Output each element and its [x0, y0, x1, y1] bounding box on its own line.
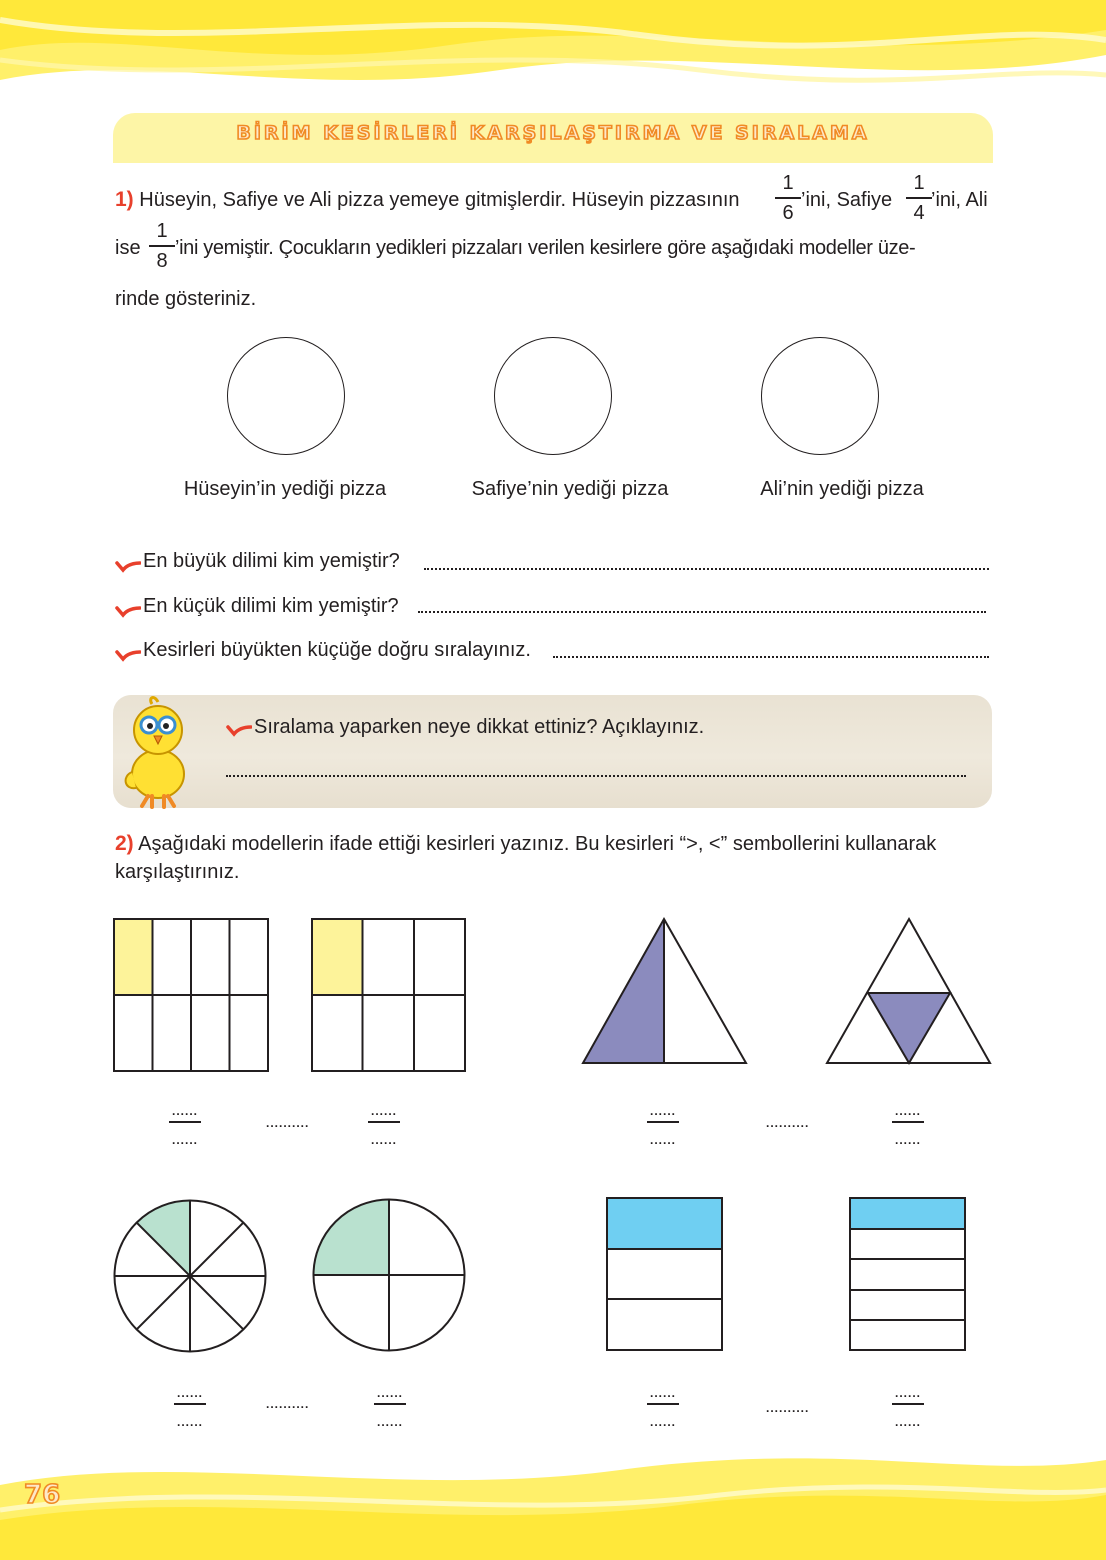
- answer-numerator[interactable]: ......: [176, 1386, 203, 1400]
- answer-numerator[interactable]: ......: [894, 1104, 921, 1118]
- answer-fraction[interactable]: [888, 1104, 928, 1147]
- reflection-answer-line[interactable]: [226, 775, 966, 777]
- answer-denominator[interactable]: ......: [370, 1132, 397, 1147]
- question-biggest-slice: En büyük dilimi kim yemiştir?: [143, 550, 400, 572]
- question-smallest-slice: En küçük dilimi kim yemiştir?: [143, 595, 399, 617]
- model-triangle-halves: [580, 916, 750, 1066]
- label-huseyin: Hüseyin’in yediği pizza: [183, 478, 387, 500]
- q1-line1: [115, 188, 740, 212]
- answer-line-order[interactable]: [553, 656, 989, 658]
- answer-line-smallest[interactable]: [418, 611, 986, 613]
- page-number: 76: [24, 1480, 61, 1510]
- compare-blank[interactable]: ..........: [266, 1116, 310, 1130]
- fraction-1-4: [904, 172, 934, 224]
- answer-numerator[interactable]: ......: [376, 1386, 403, 1400]
- answer-denominator[interactable]: ......: [649, 1132, 676, 1147]
- q2-number: 2): [115, 832, 134, 855]
- fraction-denominator: 8: [156, 249, 168, 272]
- reflection-question: Sıralama yaparken neye dikkat ettiniz? Açıklayınız.: [254, 716, 705, 738]
- q1-line3: rinde gösteriniz.: [115, 288, 257, 310]
- q1-line1-a: Hüseyin, Safiye ve Ali pizza yemeye gitmişlerdir. Hüseyin pizzasının: [139, 189, 740, 211]
- check-icon: [226, 721, 252, 737]
- q1-line2-a: ise: [115, 237, 141, 259]
- answer-fraction[interactable]: [643, 1386, 683, 1429]
- model-bar-fifths: [849, 1197, 967, 1352]
- label-ali: Ali’nin yediği pizza: [760, 478, 924, 500]
- question-order-fractions: Kesirleri büyükten küçüğe doğru sıralayınız.: [143, 639, 531, 661]
- fraction-denominator: 6: [782, 201, 794, 224]
- answer-fraction[interactable]: [364, 1104, 404, 1147]
- compare-blank[interactable]: ..........: [266, 1397, 310, 1411]
- answer-fraction[interactable]: [643, 1104, 683, 1147]
- fraction-numerator: 1: [782, 172, 794, 194]
- answer-fraction[interactable]: [888, 1386, 928, 1429]
- model-circle-quarters: [311, 1197, 467, 1353]
- check-icon: [115, 602, 141, 618]
- compare-blank[interactable]: ..........: [766, 1116, 810, 1130]
- compare-blank[interactable]: ..........: [766, 1401, 810, 1415]
- fraction-numerator: 1: [156, 220, 168, 242]
- q1-line1-b: ’ini, Safiye: [801, 189, 893, 211]
- check-icon: [115, 646, 141, 662]
- top-wave-decoration: [0, 0, 1106, 110]
- answer-numerator[interactable]: ......: [171, 1104, 198, 1118]
- fraction-1-6: [773, 172, 803, 224]
- q1-number: 1): [115, 188, 134, 211]
- model-bar-thirds: [606, 1197, 724, 1352]
- model-triangle-quarters: [824, 916, 994, 1066]
- answer-denominator[interactable]: ......: [176, 1414, 203, 1429]
- answer-numerator[interactable]: ......: [649, 1386, 676, 1400]
- label-safiye: Safiye’nin yediği pizza: [471, 478, 669, 500]
- q1-line1-c: ’ini, Ali: [931, 189, 988, 211]
- answer-denominator[interactable]: ......: [649, 1414, 676, 1429]
- answer-fraction[interactable]: [165, 1104, 205, 1147]
- chick-mascot-icon: [118, 694, 200, 810]
- answer-numerator[interactable]: ......: [370, 1104, 397, 1118]
- fraction-numerator: 1: [913, 172, 925, 194]
- answer-numerator[interactable]: ......: [894, 1386, 921, 1400]
- bottom-wave-decoration: [0, 1440, 1106, 1560]
- answer-denominator[interactable]: ......: [894, 1414, 921, 1429]
- page-title: BİRİM KESİRLERİ KARŞILAŞTIRMA VE SIRALAMA: [236, 122, 870, 144]
- pizza-circle-safiye[interactable]: [494, 337, 612, 455]
- pizza-circle-ali[interactable]: [761, 337, 879, 455]
- q2-line2: karşılaştırınız.: [115, 861, 240, 883]
- q2-line1-text: Aşağıdaki modellerin ifade ettiği kesirleri yazınız. Bu kesirleri “>, <” sembollerini kullanarak: [138, 833, 937, 855]
- model-rect-eighths: [113, 918, 269, 1074]
- answer-denominator[interactable]: ......: [376, 1414, 403, 1429]
- q1-line2-b: ’ini yemiştir. Çocukların yedikleri pizzaları verilen kesirlere göre aşağıdaki modeller üze-: [175, 237, 916, 259]
- answer-numerator[interactable]: ......: [649, 1104, 676, 1118]
- answer-line-biggest[interactable]: [424, 568, 989, 570]
- pizza-circle-huseyin[interactable]: [227, 337, 345, 455]
- model-circle-eighths: [112, 1198, 268, 1354]
- answer-fraction[interactable]: [170, 1386, 210, 1429]
- fraction-denominator: 4: [913, 201, 925, 224]
- q2-line1: [115, 832, 936, 856]
- model-rect-sixths: [311, 918, 467, 1074]
- reflection-box: [113, 695, 992, 808]
- check-icon: [115, 557, 141, 573]
- fraction-1-8: [147, 220, 177, 272]
- answer-denominator[interactable]: ......: [171, 1132, 198, 1147]
- answer-denominator[interactable]: ......: [894, 1132, 921, 1147]
- answer-fraction[interactable]: [370, 1386, 410, 1429]
